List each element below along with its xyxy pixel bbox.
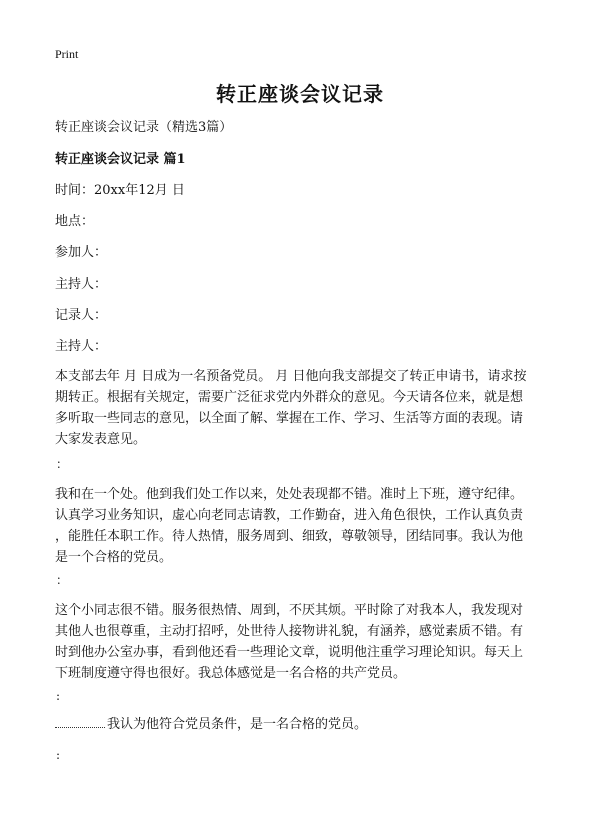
field-host-2: 主持人： <box>55 339 108 354</box>
paragraph-line: 期转正。根据有关规定，需要广泛征求党内外群众的意见。今天请各位来，就是想 <box>55 390 524 405</box>
separator-colon: ： <box>56 457 69 471</box>
conclusion-line <box>55 716 367 733</box>
separator-colon: : <box>56 748 61 762</box>
paragraph-line: 大家发表意见。 <box>55 432 147 447</box>
field-place: 地点： <box>55 214 95 229</box>
paragraph-line: 这个小同志很不错。服务很热情、周到，不厌其烦。平时除了对我本人，我发现对 <box>55 603 524 618</box>
field-host: 主持人： <box>55 277 108 292</box>
paragraph-line: 时到他办公室办事，看到他还看一些理论文章，说明他注重学习理论知识。每天上 <box>55 645 524 660</box>
field-time: 时间：20xx年12月 日 <box>55 183 185 198</box>
separator-colon: ： <box>56 573 69 587</box>
paragraph-line: 本支部去年 月 日成为一名预备党员。 月 日他向我支部提交了转正申请书，请求按 <box>55 369 527 384</box>
paragraph-comment-2 <box>55 600 549 684</box>
field-recorder: 记录人： <box>55 308 108 323</box>
document-title: 转正座谈会议记录 <box>216 82 384 106</box>
paragraph-line: 是一个合格的党员。 <box>55 550 173 565</box>
separator-colon: : <box>56 689 61 703</box>
print-label: Print <box>55 47 79 61</box>
field-attendees: 参加人： <box>55 245 108 260</box>
section-heading: 转正座谈会议记录 篇1 <box>55 152 186 167</box>
paragraph-line: ，能胜任本职工作。待人热情，服务周到、细致，尊敬领导，团结同事。我认为他 <box>55 529 524 544</box>
paragraph-comment-1 <box>55 484 549 568</box>
paragraph-opening <box>55 366 549 450</box>
paragraph-line: 多听取一些同志的意见，以全面了解、掌握在工作、学习、生活等方面的表现。请 <box>55 411 524 426</box>
paragraph-line: 下班制度遵守得也很好。我总体感觉是一名合格的共产党员。 <box>55 666 407 681</box>
paragraph-line: 其他人也很尊重，主动打招呼，处世待人接物讲礼貌，有涵养，感觉素质不错。有 <box>55 624 524 639</box>
conclusion-text: 我认为他符合党员条件，是一名合格的党员。 <box>107 717 368 732</box>
paragraph-line: 认真学习业务知识，虚心向老同志请教，工作勤奋，进入角色很快，工作认真负责 <box>55 508 524 523</box>
paragraph-line: 我和在一个处。他到我们处工作以来，处处表现都不错。准时上下班，遵守纪律。 <box>55 487 524 502</box>
document-intro: 转正座谈会议记录（精选3篇） <box>55 120 233 135</box>
dotted-leader <box>55 716 105 728</box>
